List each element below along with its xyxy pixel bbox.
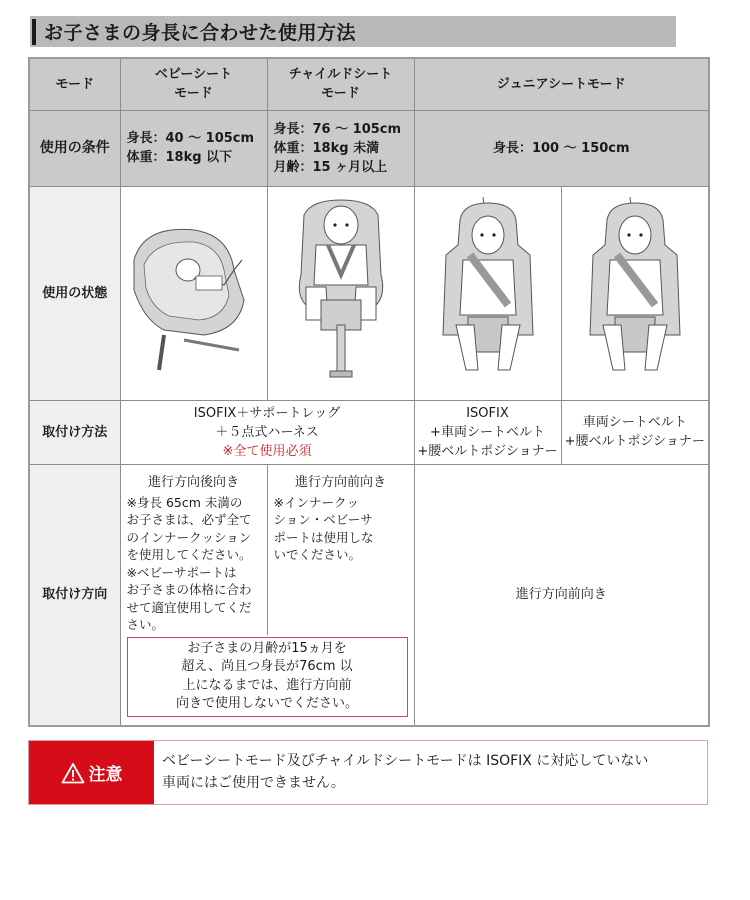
warning-line: 超え、尚且つ身長が76cm 以 [181,659,353,674]
conditions-label-cell [29,110,120,186]
section-title-text: お子さまの身長に合わせた使用方法 [44,22,357,44]
child-height-range: 身長：76 ～ 105cm [273,121,402,137]
caution-badge [29,741,154,804]
heading-accent-bar [32,19,36,45]
note-line: いでください。 [273,547,362,562]
note-line: のインナークッション [126,529,252,545]
child-mode-header-l1: チャイルドシート [288,67,393,83]
table-row-usage [29,186,709,400]
caution-label: 注意 [88,765,123,785]
junior-belt-l1: 車両シートベルト [582,415,687,430]
baby-direction-note [121,494,267,634]
baby-mode-header [120,58,267,110]
warning-line: お子さまの月齢が15ヵ月を [187,640,347,656]
baby-mode-header-l1: ベビーシート [154,67,233,83]
usage-label-cell [29,186,120,400]
table-row-direction [29,464,709,726]
direction-label: 取付け方向 [42,587,108,603]
child-mode-header [267,58,414,110]
junior-isofix-l2: +車両シートベルト [430,424,545,440]
junior-direction [414,464,709,726]
baby-direction [121,465,268,635]
table-row-install [29,400,709,464]
child-direction-note [268,494,414,564]
usage-label: 使用の状態 [42,285,108,301]
baby-child-direction-cell [120,464,414,726]
install-label-cell [29,400,120,464]
baby-conditions [120,110,267,186]
baby-seat-illustration-cell [120,186,267,400]
junior-belt-illustration-cell [561,186,709,400]
conditions-label: 使用の条件 [39,139,110,156]
note-line: ※ベビーサポートは [126,564,237,580]
junior-direction-text: 進行方向前向き [515,587,607,603]
junior-isofix-illustration-cell [414,186,561,400]
usage-spec-table [28,57,710,727]
mode-label: モード [55,76,94,92]
caution-message-l2: 車両にはご使用できません。 [162,775,345,791]
junior-mode-header-text: ジュニアシートモード [496,76,626,92]
note-line: ポートは使用しな [273,529,374,545]
child-age-limit: 月齢：15 ヶ月以上 [273,159,388,175]
baby-seat-rear-facing-illustration [124,200,264,380]
install-required-note: ※全て使用必須 [222,443,312,459]
baby-child-install-method [120,400,414,464]
warning-triangle-icon [61,762,85,784]
caution-banner [28,740,708,805]
junior-seat-belt-illustration [585,195,685,385]
install-isofix-supportleg: ISOFIX＋サポートレッグ [193,405,341,421]
caution-message-l1: ベビーシートモード及びチャイルドシートモードは ISOFIX に対応していない [162,753,649,769]
child-direction [268,465,414,635]
junior-conditions [414,110,709,186]
child-weight-limit: 体重：18kg 未満 [273,140,380,156]
junior-belt-l2: +腰ベルトポジショナー [564,434,705,449]
forward-facing-warning-box [127,637,408,717]
child-seat-harness-illustration [286,195,396,385]
note-line: ※インナークッ [273,494,359,510]
warning-line: 向きで使用しないでください。 [175,696,358,711]
install-5point-harness: ＋５点式ハーネス [215,424,319,440]
note-line: せて適宜使用してくだ [126,599,252,615]
junior-belt-install-method [561,400,709,464]
note-line: さい。 [126,617,165,632]
junior-isofix-install-method [414,400,561,464]
baby-direction-title: 進行方向後向き [147,474,239,490]
baby-mode-header-l2: モード [174,86,213,102]
junior-isofix-l3: +腰ベルトポジショナー [417,443,558,459]
junior-isofix-l1: ISOFIX [466,405,509,421]
mode-label-cell [29,58,120,110]
child-seat-illustration-cell [267,186,414,400]
table-row-mode [29,58,709,110]
baby-weight-limit: 体重：18kg 以下 [126,150,233,165]
table-row-conditions [29,110,709,186]
junior-seat-isofix-illustration [438,195,538,385]
baby-height-range: 身長：40 ～ 105cm [126,131,255,146]
install-label: 取付け方法 [42,424,108,440]
child-direction-title: 進行方向前向き [294,474,386,490]
note-line: を使用してください。 [126,547,252,562]
note-line: お子さまは、必ず全て [126,512,252,527]
junior-mode-header [414,58,709,110]
caution-message [154,741,707,804]
child-mode-header-l2: モード [321,86,360,102]
section-heading [30,16,676,47]
note-line: お子さまの体格に合わ [126,582,252,597]
warning-line: 上になるまでは、進行方向前 [182,677,352,693]
direction-notes-columns [121,465,414,635]
direction-label-cell [29,464,120,726]
child-conditions [267,110,414,186]
note-line: ション・ベビーサ [273,512,373,527]
junior-height-range: 身長：100 ～ 150cm [492,140,630,156]
note-line: ※身長 65cm 未満の [126,494,243,510]
